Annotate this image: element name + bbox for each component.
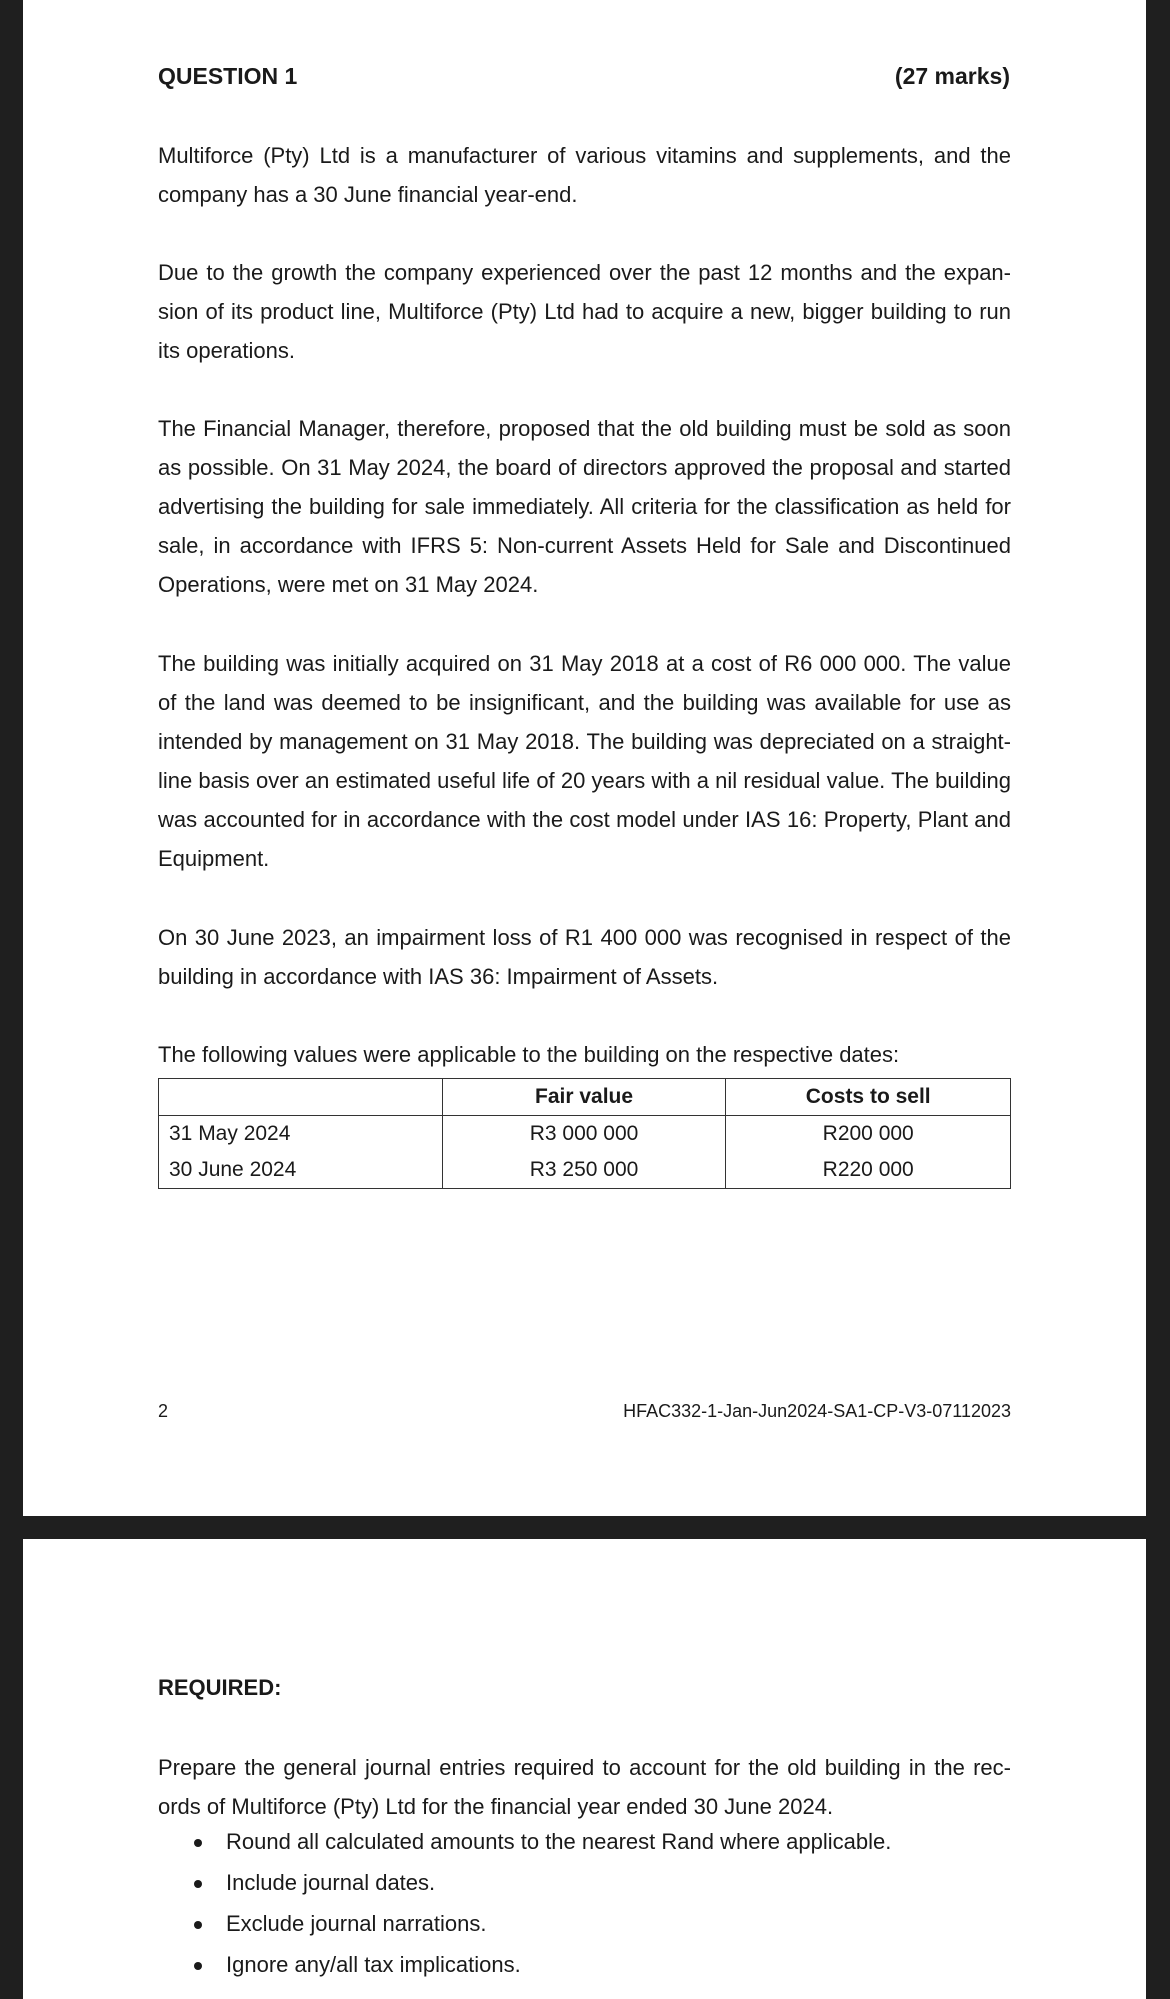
table-cell-costs-to-sell: R200 000 bbox=[726, 1116, 1011, 1153]
table-header-date bbox=[159, 1079, 443, 1116]
table-row bbox=[159, 1152, 1011, 1189]
page-number: 2 bbox=[158, 1401, 169, 1421]
table-cell-fair-value: R3 000 000 bbox=[442, 1116, 726, 1153]
document-code: HFAC332-1-Jan-Jun2024-SA1-CP-V3-07112023 bbox=[623, 1401, 1011, 1421]
table-header-row bbox=[159, 1079, 1011, 1116]
required-heading: REQUIRED: bbox=[158, 1675, 282, 1700]
list-item: Round all calculated amounts to the nearest Rand where applicable. bbox=[158, 1827, 1011, 1868]
document-page-1 bbox=[23, 0, 1146, 1516]
paragraph-impairment: On 30 June 2023, an impairment loss of R1 400 000 was recognised in respect of the building in accordance with IAS 36: Impairment of Assets. bbox=[158, 925, 1011, 989]
question-title: QUESTION 1 bbox=[158, 63, 298, 89]
paragraph-growth: Due to the growth the company experienced over the past 12 months and the expansion of its product line, Multiforce (Pty) Ltd had to acquire a new, bigger building to run its operations. bbox=[158, 260, 1011, 363]
paragraph-values-intro: The following values were applicable to the building on the respective dates: bbox=[158, 1042, 900, 1067]
paragraph-building-acquisition: The building was initially acquired on 31 May 2018 at a cost of R6 000 000. The value of the land was deemed to be insignificant, and the building was available for use as intended by management on 31 May 2018. The building was depreciated on a straight-line basis over an estimated useful life of 20 years with a nil residual value. The building was accounted for in accordance with the cost model under IAS 16: Property, Plant and Equipment. bbox=[158, 651, 1011, 871]
document-page-2 bbox=[23, 1539, 1146, 1999]
table-header-fair-value: Fair value bbox=[442, 1079, 726, 1116]
list-item: Include journal dates. bbox=[158, 1868, 1011, 1909]
table-cell-fair-value: R3 250 000 bbox=[442, 1152, 726, 1189]
table-row bbox=[159, 1116, 1011, 1153]
instruction-bullet-list bbox=[158, 1827, 1011, 1991]
table-header-costs-to-sell: Costs to sell bbox=[726, 1079, 1011, 1116]
values-table bbox=[158, 1078, 1011, 1189]
table-cell-date: 30 June 2024 bbox=[159, 1152, 443, 1189]
table-cell-costs-to-sell: R220 000 bbox=[726, 1152, 1011, 1189]
required-instruction: Prepare the general journal entries required to account for the old building in the records of Multiforce (Pty) Ltd for the financial year ended 30 June 2024. bbox=[158, 1755, 1011, 1819]
list-item: Ignore any/all tax implications. bbox=[158, 1950, 1011, 1991]
paragraph-company-intro: Multiforce (Pty) Ltd is a manufacturer of various vitamins and supplements, and the company has a 30 June financial year-end. bbox=[158, 143, 1011, 207]
paragraph-held-for-sale: The Financial Manager, therefore, proposed that the old building must be sold as soon as possible. On 31 May 2024, the board of directors approved the proposal and started advertising the building for sale immediately. All criteria for the classification as held for sale, in accordance with IFRS 5: Non-current Assets Held for Sale and Discontinued Operations, were met on 31 May 2024. bbox=[158, 416, 1011, 597]
list-item: Exclude journal narrations. bbox=[158, 1909, 1011, 1950]
table-cell-date: 31 May 2024 bbox=[159, 1116, 443, 1153]
question-marks: (27 marks) bbox=[894, 63, 1010, 89]
